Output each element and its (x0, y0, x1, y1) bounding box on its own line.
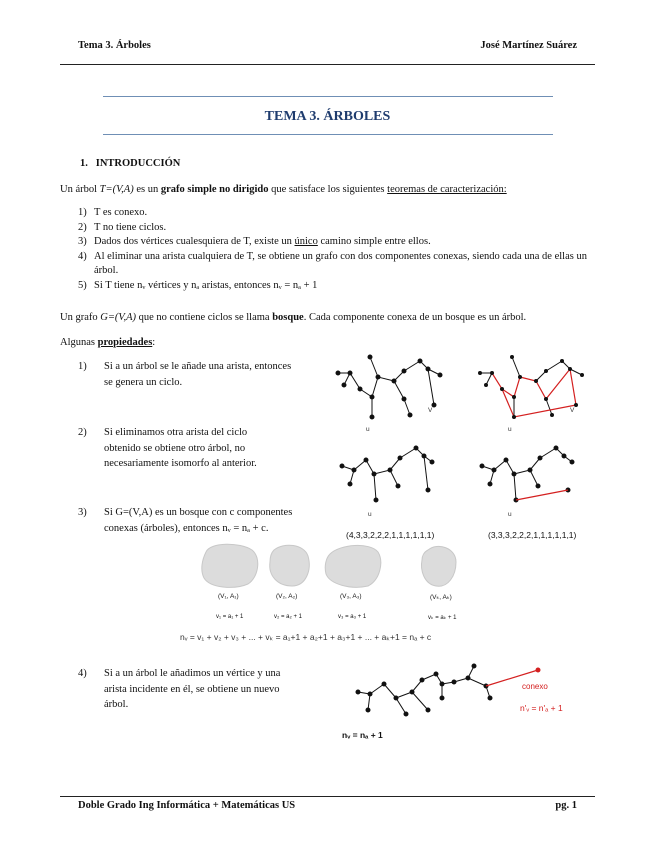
intro-link: teoremas de caracterización: (387, 184, 507, 195)
properties-heading: Algunas propiedades: (60, 337, 156, 348)
tree-figure-1 (330, 345, 450, 435)
tree-figure-4 (476, 440, 586, 525)
tree1-u-label: u (366, 426, 370, 433)
degree-seq-left: (4,3,3,2,2,2,1,1,1,1,1,1) (346, 530, 435, 540)
intro-bold: grafo simple no dirigido (160, 184, 269, 195)
title-rule-top (103, 96, 553, 97)
tree4-u-label: u (508, 511, 512, 518)
component-blob-1 (202, 544, 258, 587)
component-eq-3: v₃ = a₃ + 1 (338, 614, 367, 620)
new-tree-equation: n'ᵥ = n'ₐ + 1 (520, 703, 563, 713)
list-item: 2) T no tiene ciclos. (78, 221, 167, 233)
intro-paragraph (60, 183, 600, 196)
tree-figure-2 (472, 345, 592, 435)
header-rule (60, 64, 595, 65)
section-heading (80, 158, 180, 169)
old-tree-equation: nᵥ = nₐ + 1 (342, 730, 383, 740)
footer-left: Doble Grado Ing Informática + Matemáticas US (78, 800, 296, 811)
title-rule-bottom (103, 134, 553, 135)
intro-pre: Un árbol (60, 184, 100, 195)
component-eq-4: vₖ = aₖ + 1 (428, 615, 457, 621)
component-label-1: (V₁, A₁) (218, 593, 239, 600)
section-name: INTRODUCCIÓN (95, 158, 181, 169)
theorem-list (60, 206, 600, 293)
forest-equation: nᵥ = v₁ + v₂ + v₃ + ... + vₖ = a₁+1 + a₂+1 + a₃+1 + ... + aₖ+1 = nₐ + c (180, 632, 432, 642)
component-eq-1: v₁ = a₁ + 1 (216, 614, 244, 620)
component-blob-3 (325, 545, 381, 587)
component-eq-2: v₂ = a₂ + 1 (274, 614, 303, 620)
component-blob-2 (270, 545, 309, 586)
tree-figure-3 (336, 440, 446, 525)
list-item: 1) T es conexo. (78, 207, 148, 218)
component-label-4: (Vₖ, Aₖ) (430, 594, 452, 601)
page-title: TEMA 3. ÁRBOLES (264, 109, 391, 124)
component-label-3: (V₃, A₃) (340, 593, 362, 600)
tree1-v-label: V (428, 407, 433, 414)
conexo-label: conexo (522, 682, 548, 691)
list-item: 3) Dados dos vértices cualesquiera de T, existe un único camino simple entre ellos. (78, 236, 431, 247)
intro-def: T=(V,A) (99, 184, 134, 195)
section-number: 1. (80, 158, 88, 169)
tree2-v-label: V (570, 407, 575, 414)
footer-rule (60, 796, 595, 797)
degree-seq-right: (3,3,3,2,2,2,1,1,1,1,1,1) (488, 530, 577, 540)
forest-paragraph: Un grafo G=(V,A) que no contiene ciclos se llama bosque. Cada componente conexa de un bosque es un árbol. (60, 312, 527, 323)
component-label-2: (V₂, A₂) (276, 593, 298, 600)
list-item: 5) Si T tiene nᵥ vértices y nₐ aristas, entonces nᵥ = nₐ + 1 (78, 279, 318, 291)
page-number: pg. 1 (555, 800, 577, 811)
list-item: 4) Al eliminar una arista cualquiera de T, se obtiene un grafo con dos componentes conexas, siendo cada una de ellas un árbol. (78, 250, 587, 276)
forest-components (200, 542, 470, 590)
tree2-u-label: u (508, 426, 512, 433)
intro-post: que satisface los siguientes (268, 184, 388, 195)
header-left: Tema 3. Árboles (78, 40, 151, 51)
intro-mid: es un (133, 184, 161, 195)
component-blob-4 (422, 546, 456, 586)
header-right: José Martínez Suárez (480, 40, 577, 51)
tree3-u-label: u (368, 511, 372, 518)
